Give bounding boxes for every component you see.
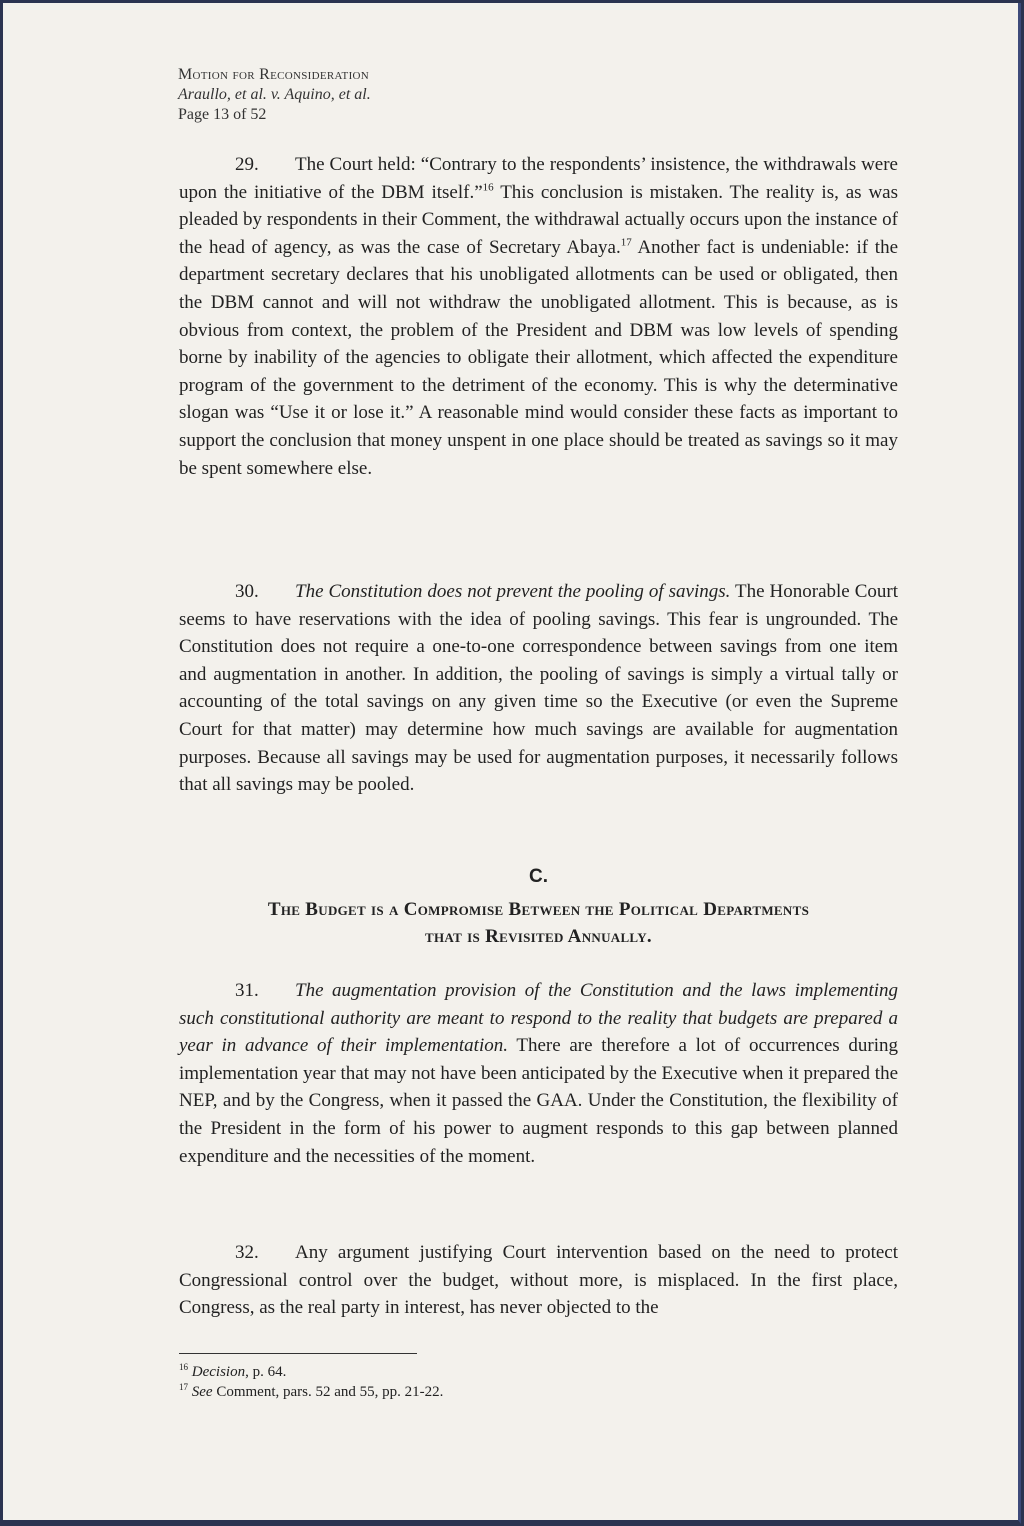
document-title: Motion for Reconsideration: [178, 66, 370, 83]
paragraph-number: 32.: [235, 1242, 259, 1263]
footnote-source: Decision: [191, 1364, 246, 1380]
footnote-ref[interactable]: 16: [482, 181, 494, 194]
footnote-text: , p. 64.: [245, 1364, 287, 1380]
paragraph-number: 29.: [235, 154, 259, 175]
paragraph-number: 30.: [235, 581, 259, 602]
footnote-text: Comment, pars. 52 and 55, pp. 21-22.: [212, 1384, 444, 1400]
document-page: [3, 3, 1021, 1524]
paragraph-text: This conclusion is mistaken. The reality is, as was pleaded by respondents in their Comment, the withdrawal actually occurs upon the instance of the head of agency, as was the case of Secretary Abaya.: [179, 181, 899, 258]
paragraph-heading: The augmentation provision of the Constitution and the laws implementing such constitutional authority are meant to respond to the reality that budgets are prepared a year in advance of their implementation.: [179, 980, 898, 1057]
page-number: Page 13 of 52: [178, 106, 267, 123]
case-caption: Araullo, et al. v. Aquino, et al.: [178, 86, 371, 103]
section-letter: C.: [529, 866, 548, 887]
paragraph-30: [179, 578, 898, 799]
section-title-line: The Budget is a Compromise Between the Political Departments: [267, 899, 810, 920]
paragraph-text: Any argument justifying Court intervention based on the need to protect Congressional control over the budget, without more, is misplaced. In the first place, Congress, as the real party in interest, has never objected to the: [179, 1242, 898, 1319]
paragraph-number: 31.: [235, 980, 259, 1001]
footnote-divider: [179, 1353, 417, 1354]
paragraph-heading: The Constitution does not prevent the pooling of savings.: [295, 581, 731, 602]
footnote-source: See: [191, 1384, 213, 1400]
paragraph-text: The Court held: “Contrary to the respondents’ insistence, the withdrawals were upon the initiative of the DBM itself.”: [179, 154, 898, 203]
paragraph-text: There are therefore a lot of occurrences during implementation year that may not have been anticipated by the Executive when it prepared the NEP, and by the Congress, when it passed the GAA. Under the Constitution, the flexibility of the President in the form of his power to augment responds to this gap between planned expenditure and the necessities of the moment.: [179, 1035, 898, 1167]
running-header: [178, 65, 371, 125]
footnote-17: [179, 1383, 443, 1401]
footnote-16: [179, 1363, 286, 1381]
paragraph-text: The Honorable Court seems to have reservations with the idea of pooling savings. This fear is ungrounded. The Constitution does not require a one-to-one correspondence between savings from one item and augmentation in another. In addition, the pooling of savings is simply a virtual tally or accounting of the total savings on any given time so the Executive (or even the Supreme Court for that matter) may determine how much savings are available for augmentation purposes. Because all savings may be used for augmentation purposes, it necessarily follows that all savings may be pooled.: [179, 581, 898, 796]
paragraph-text: Another fact is undeniable: if the department secretary declares that his unobligated allotments can be used or obligated, then the DBM cannot and will not withdraw the unobligated allotment. This is because, as is obvious from context, the problem of the President and DBM was low levels of spending borne by inability of the agencies to obligate their allotment, which affected the expenditure program of the government to the detriment of the economy. This is why the determinative slogan was “Use it or lose it.” A reasonable mind would consider these facts as important to support the conclusion that money unspent in one place should be treated as savings so it may be spent somewhere else.: [179, 236, 898, 479]
paragraph-31: [179, 977, 898, 1170]
section-heading: [179, 896, 898, 950]
paragraph-29: [179, 151, 898, 482]
paragraph-32: [179, 1239, 898, 1322]
section-title-line: that is Revisited Annually.: [425, 926, 652, 947]
footnote-number: 16: [179, 1362, 188, 1372]
footnote-number: 17: [179, 1382, 188, 1392]
footnote-ref[interactable]: 17: [620, 236, 632, 249]
